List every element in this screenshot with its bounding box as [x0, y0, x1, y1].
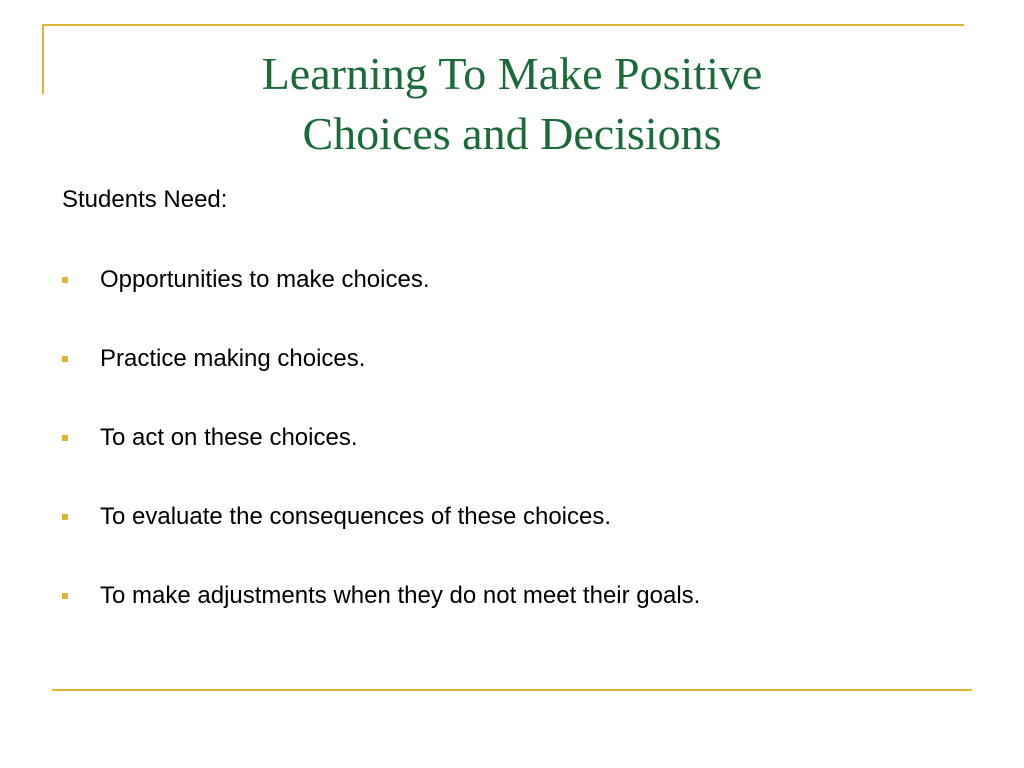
square-bullet-icon [62, 514, 68, 520]
square-bullet-icon [62, 277, 68, 283]
square-bullet-icon [62, 593, 68, 599]
bullet-text: Practice making choices. [100, 345, 366, 372]
top-rule [42, 24, 964, 26]
title-line-1: Learning To Make Positive [261, 48, 763, 99]
bullet-text: Opportunities to make choices. [100, 266, 430, 293]
bullet-text: To make adjustments when they do not meet their goals. [100, 582, 701, 609]
bottom-rule [52, 689, 972, 691]
title-line-2: Choices and Decisions [302, 108, 722, 159]
intro-text: Students Need: [62, 186, 228, 213]
bullet-text: To act on these choices. [100, 424, 358, 451]
bullet-text: To evaluate the consequences of these choices. [100, 503, 612, 530]
square-bullet-icon [62, 356, 68, 362]
slide-title [0, 44, 1024, 164]
square-bullet-icon [62, 435, 68, 441]
